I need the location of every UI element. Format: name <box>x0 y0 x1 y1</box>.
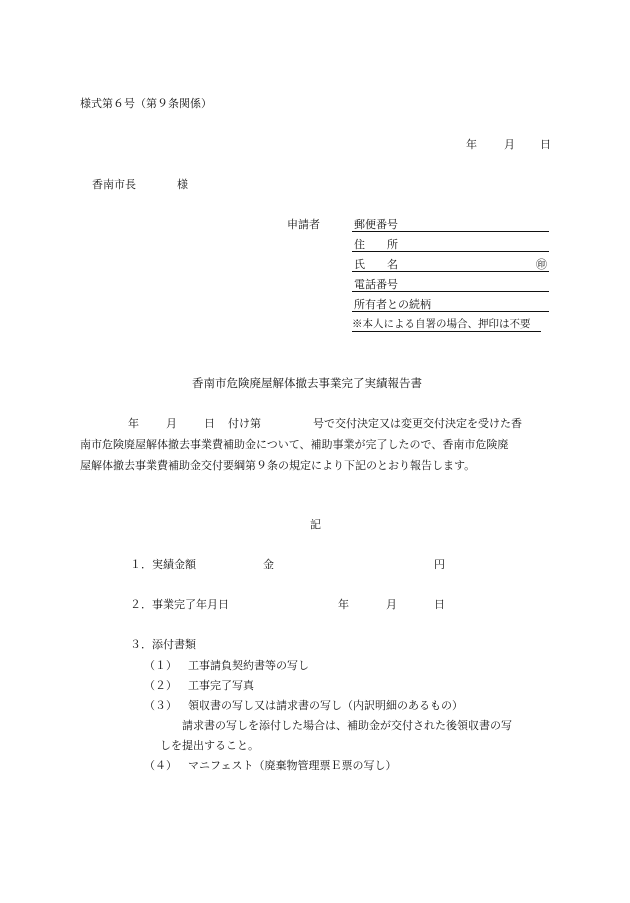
item2-label: 事業完了年月日 <box>152 598 229 611</box>
body-line1-rest: 号で交付決定又は変更交付決定を受けた香 <box>313 417 522 430</box>
field-address-label: 住 所 <box>354 238 398 251</box>
item2-year: 年 <box>338 598 349 611</box>
addressee-name: 香南市長 <box>92 178 136 191</box>
attachment-2-number: （２） <box>144 679 177 692</box>
field-address-line <box>352 251 549 252</box>
field-name-line <box>352 271 549 272</box>
attachment-3-note-line1: 請求書の写しを添付した場合は、補助金が交付された後領収書の写 <box>182 719 512 732</box>
signature-note: ※本人による自署の場合、押印は不要 <box>352 318 531 330</box>
field-name-label: 氏 名 <box>354 258 398 271</box>
field-phone-label: 電話番号 <box>354 278 398 291</box>
field-postal-code-label: 郵便番号 <box>354 218 398 231</box>
attachment-4-number: （４） <box>144 759 177 772</box>
item1-label: 実績金額 <box>152 558 196 571</box>
form-number: 様式第６号（第９条関係） <box>80 97 212 110</box>
field-relationship-line <box>352 311 549 312</box>
item1-number: １． <box>130 558 152 571</box>
attachment-3-number: （３） <box>144 699 177 712</box>
item2-number: ２． <box>130 598 152 611</box>
body-line3: 屋解体撤去事業費補助金交付要綱第９条の規定により下記のとおり報告します。 <box>80 459 476 472</box>
attachment-4-text: マニフェスト（廃棄物管理票Ｅ票の写し） <box>188 759 397 772</box>
attachment-3-text: 領収書の写し又は請求書の写し（内訳明細のあるもの） <box>188 699 463 712</box>
attachment-1-text: 工事請負契約書等の写し <box>188 659 309 672</box>
body-line2: 南市危険廃屋解体撤去事業費補助金について、補助事業が完了したので、香南市危険廃 <box>80 438 509 451</box>
ki-heading: 記 <box>310 518 321 531</box>
field-postal-code-line <box>352 231 549 232</box>
date-year: 年 <box>466 138 477 151</box>
item3-label: 添付書類 <box>152 638 196 651</box>
item3-number: ３． <box>130 638 152 651</box>
attachment-1-number: （１） <box>144 659 177 672</box>
applicant-label: 申請者 <box>287 218 320 231</box>
addressee-honorific: 様 <box>177 178 188 191</box>
seal-mark: ㊞ <box>536 258 547 271</box>
field-phone-line <box>352 291 549 292</box>
date-day: 日 <box>540 138 551 151</box>
body-month: 月 <box>166 417 177 430</box>
item2-month: 月 <box>386 598 397 611</box>
item1-kin: 金 <box>263 558 274 571</box>
body-issue-no-prefix: 付け第 <box>228 417 261 430</box>
document-title: 香南市危険廃屋解体撤去事業完了実績報告書 <box>192 376 422 390</box>
attachment-3-note-line2: しを提出すること。 <box>160 739 259 752</box>
date-month: 月 <box>504 138 515 151</box>
item2-day: 日 <box>434 598 445 611</box>
item1-yen: 円 <box>434 558 445 571</box>
body-day: 日 <box>204 417 215 430</box>
body-year: 年 <box>128 417 139 430</box>
attachment-2-text: 工事完了写真 <box>188 679 254 692</box>
signature-note-underline <box>352 331 541 332</box>
field-relationship-label: 所有者との続柄 <box>354 298 431 311</box>
